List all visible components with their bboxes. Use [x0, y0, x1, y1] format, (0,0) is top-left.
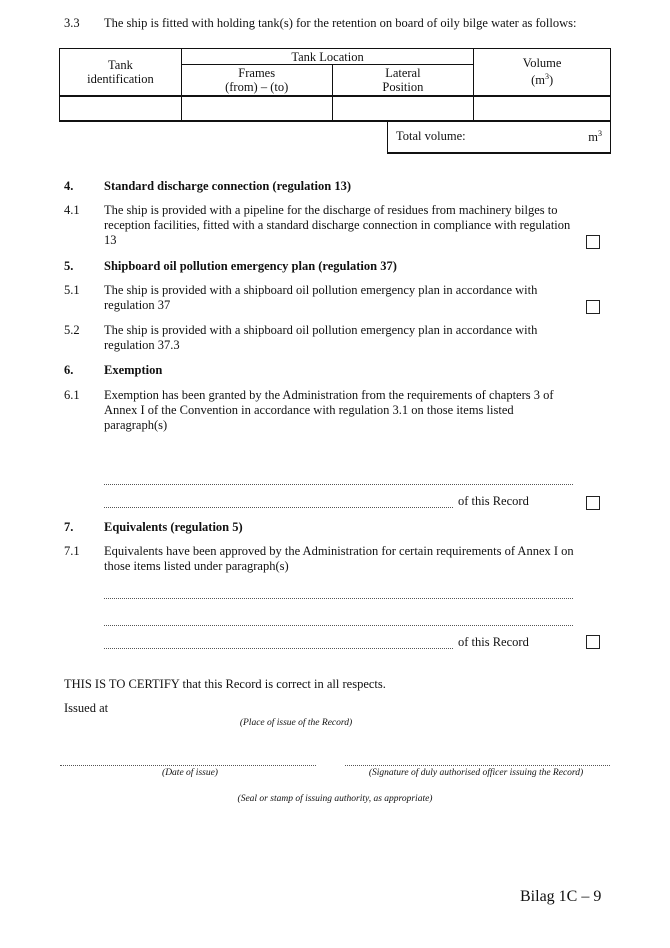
item-7-1-paragraph-line-1[interactable]: [104, 598, 573, 599]
section-3-3-number: 3.3: [64, 16, 80, 30]
header-tank-location: Tank Location: [181, 49, 473, 65]
header-volume: Volume $(m^3)$: [474, 49, 611, 97]
item-6-1-paragraph-line-1[interactable]: [104, 484, 573, 485]
signature-caption: (Signature of duly authorised officer issuing the Record): [368, 768, 584, 778]
date-of-issue-line[interactable]: [60, 765, 316, 766]
table-row: [60, 96, 611, 121]
item-5-1-number: 5.1: [64, 283, 80, 297]
date-of-issue-caption: (Date of issue): [162, 768, 218, 778]
item-6-1-number: 6.1: [64, 388, 80, 402]
item-4-1-number: 4.1: [64, 203, 80, 217]
header-lateral-position: Lateral Position: [332, 65, 474, 97]
total-volume-label: Total volume:: [396, 129, 466, 143]
section-3-3-text: The ship is fitted with holding tank(s) for the retention on board of oily bilge water as follows:: [104, 16, 577, 30]
item-5-2-number: 5.2: [64, 323, 80, 337]
item-7-1-paragraph-line-2[interactable]: [104, 625, 573, 626]
total-volume-box[interactable]: [387, 121, 611, 154]
section-5-number: 5.: [64, 259, 74, 273]
section-6-number: 6.: [64, 363, 74, 377]
section-5-title: Shipboard oil pollution emergency plan (regulation 37): [104, 259, 397, 273]
place-of-issue-caption: (Place of issue of the Record): [239, 718, 353, 728]
item-5-1-checkbox[interactable]: [586, 300, 600, 314]
item-6-1-text: Exemption has been granted by the Administration from the requirements of chapters 3 of Annex I of the Convention in accordance with regulation 3.1 on those items listed paragraph(s): [104, 388, 554, 432]
page-footer-label: Bilag 1C – 9: [520, 888, 602, 905]
cell-frames[interactable]: [181, 96, 332, 121]
item-4-1-checkbox[interactable]: [586, 235, 600, 249]
section-4-number: 4.: [64, 179, 74, 193]
item-7-1-suffix: of this Record: [458, 635, 529, 649]
cell-volume[interactable]: [474, 96, 611, 121]
item-7-1-text: Equivalents have been approved by the Administration for certain requirements of Annex I on those items listed under paragraph(s): [104, 544, 574, 573]
item-6-1-checkbox[interactable]: [586, 496, 600, 510]
signature-line[interactable]: [345, 765, 610, 766]
certify-statement: THIS IS TO CERTIFY that this Record is correct in all respects.: [64, 677, 386, 691]
item-4-1-text: The ship is provided with a pipeline for the discharge of residues from machinery bilges to reception facilities, fitted with a standard discharge connection in compliance with regulation 13: [104, 203, 571, 247]
item-7-1-number: 7.1: [64, 544, 80, 558]
holding-tanks-table: [59, 48, 611, 122]
section-6-title: Exemption: [104, 363, 163, 377]
section-7-number: 7.: [64, 520, 74, 534]
item-5-1-text: The ship is provided with a shipboard oil pollution emergency plan in accordance with regulation 37: [104, 283, 538, 312]
section-7-title: Equivalents (regulation 5): [104, 520, 243, 534]
item-7-1-paragraph-line-3[interactable]: [104, 648, 453, 649]
item-7-1-checkbox[interactable]: [586, 635, 600, 649]
section-4-title: Standard discharge connection (regulation 13): [104, 179, 351, 193]
cell-lateral-position[interactable]: [332, 96, 474, 121]
issued-at-label: Issued at: [64, 701, 109, 715]
header-tank-identification: Tank identification: [60, 49, 182, 97]
item-6-1-paragraph-line-2[interactable]: [104, 507, 453, 508]
cell-tank-identification[interactable]: [60, 96, 182, 121]
item-5-2-text: The ship is provided with a shipboard oil pollution emergency plan in accordance with regulation 37.3: [104, 323, 538, 352]
header-frames: Frames (from) – (to): [181, 65, 332, 97]
item-6-1-suffix: of this Record: [458, 494, 529, 508]
seal-caption: (Seal or stamp of issuing authority, as appropriate): [237, 794, 433, 804]
total-volume-unit: $m^3$: [588, 129, 602, 145]
